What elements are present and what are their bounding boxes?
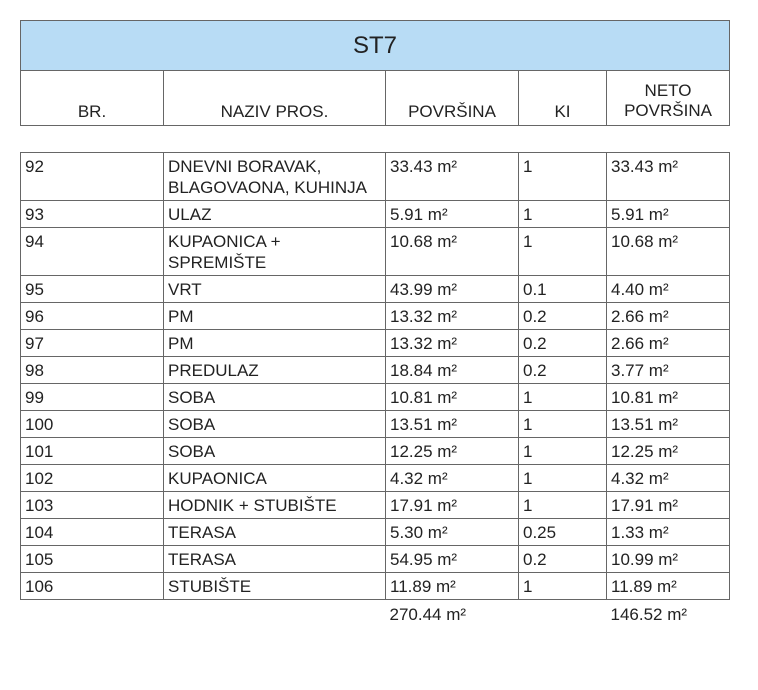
cell-neto-povrsina: 10.68 m² [607,228,730,276]
cell-povrsina: 10.81 m² [386,384,519,411]
table-row [21,411,730,438]
cell-br: 96 [21,303,164,330]
totals-empty-ki [519,600,607,626]
cell-neto-povrsina: 13.51 m² [607,411,730,438]
cell-br: 101 [21,438,164,465]
cell-ki: 0.25 [519,519,607,546]
table-row [21,573,730,600]
cell-ki: 1 [519,228,607,276]
table-body [21,153,730,600]
cell-neto-povrsina: 10.81 m² [607,384,730,411]
cell-povrsina: 17.91 m² [386,492,519,519]
cell-br: 102 [21,465,164,492]
cell-naziv: KUPAONICA + SPREMIŠTE [164,228,386,276]
table-row [21,357,730,384]
cell-neto-povrsina: 4.40 m² [607,276,730,303]
cell-naziv: HODNIK + STUBIŠTE [164,492,386,519]
cell-ki: 0.1 [519,276,607,303]
cell-br: 93 [21,201,164,228]
cell-povrsina: 13.51 m² [386,411,519,438]
cell-povrsina: 18.84 m² [386,357,519,384]
cell-ki: 0.2 [519,357,607,384]
cell-naziv: SOBA [164,384,386,411]
table-row [21,546,730,573]
header-naziv: NAZIV PROS. [164,71,386,126]
cell-ki: 1 [519,411,607,438]
cell-naziv: TERASA [164,546,386,573]
cell-naziv: TERASA [164,519,386,546]
cell-ki: 1 [519,384,607,411]
cell-br: 106 [21,573,164,600]
table-row [21,438,730,465]
cell-povrsina: 10.68 m² [386,228,519,276]
table-title: ST7 [21,21,730,71]
cell-neto-povrsina: 3.77 m² [607,357,730,384]
cell-povrsina: 54.95 m² [386,546,519,573]
cell-br: 97 [21,330,164,357]
total-neto-povrsina: 146.52 m² [610,605,688,624]
cell-naziv: ULAZ [164,201,386,228]
table-row [21,228,730,276]
cell-br: 92 [21,153,164,201]
cell-neto-povrsina: 2.66 m² [607,303,730,330]
room-area-table-wrapper [20,20,729,625]
cell-br: 103 [21,492,164,519]
cell-br: 104 [21,519,164,546]
header-povrsina: POVRŠINA [386,71,519,126]
table-row [21,465,730,492]
cell-povrsina: 5.91 m² [386,201,519,228]
cell-povrsina: 11.89 m² [386,573,519,600]
cell-neto-povrsina: 10.99 m² [607,546,730,573]
cell-naziv: DNEVNI BORAVAK, BLAGOVAONA, KUHINJA [164,153,386,201]
cell-br: 94 [21,228,164,276]
cell-naziv: PREDULAZ [164,357,386,384]
header-neto-povrsina: NETO POVRŠINA [607,71,730,126]
cell-neto-povrsina: 12.25 m² [607,438,730,465]
table-row [21,330,730,357]
totals-empty-naziv [164,600,386,626]
cell-ki: 1 [519,438,607,465]
cell-povrsina: 5.30 m² [386,519,519,546]
cell-ki: 1 [519,201,607,228]
cell-povrsina: 13.32 m² [386,303,519,330]
cell-br: 98 [21,357,164,384]
cell-povrsina: 33.43 m² [386,153,519,201]
cell-ki: 1 [519,492,607,519]
cell-povrsina: 4.32 m² [386,465,519,492]
cell-neto-povrsina: 1.33 m² [607,519,730,546]
cell-ki: 0.2 [519,546,607,573]
cell-neto-povrsina: 5.91 m² [607,201,730,228]
cell-ki: 0.2 [519,303,607,330]
table-row [21,492,730,519]
cell-ki: 1 [519,465,607,492]
cell-naziv: SOBA [164,411,386,438]
cell-br: 105 [21,546,164,573]
header-ki: KI [519,71,607,126]
cell-naziv: STUBIŠTE [164,573,386,600]
cell-naziv: KUPAONICA [164,465,386,492]
cell-neto-povrsina: 2.66 m² [607,330,730,357]
cell-povrsina: 12.25 m² [386,438,519,465]
cell-naziv: PM [164,303,386,330]
cell-naziv: SOBA [164,438,386,465]
cell-neto-povrsina: 11.89 m² [607,573,730,600]
cell-neto-povrsina: 4.32 m² [607,465,730,492]
cell-neto-povrsina: 17.91 m² [607,492,730,519]
cell-br: 95 [21,276,164,303]
table-row [21,201,730,228]
totals-row [21,600,730,626]
cell-povrsina: 13.32 m² [386,330,519,357]
total-povrsina: 270.44 m² [389,605,467,624]
cell-br: 99 [21,384,164,411]
table-row [21,303,730,330]
table-row [21,276,730,303]
table-row [21,519,730,546]
table-row [21,384,730,411]
totals-empty-br [21,600,164,626]
cell-ki: 1 [519,153,607,201]
spacer-row [21,126,730,153]
cell-naziv: VRT [164,276,386,303]
header-br: BR. [21,71,164,126]
cell-naziv: PM [164,330,386,357]
cell-neto-povrsina: 33.43 m² [607,153,730,201]
room-area-table [20,20,730,625]
cell-ki: 0.2 [519,330,607,357]
cell-ki: 1 [519,573,607,600]
cell-br: 100 [21,411,164,438]
cell-povrsina: 43.99 m² [386,276,519,303]
table-row [21,153,730,201]
